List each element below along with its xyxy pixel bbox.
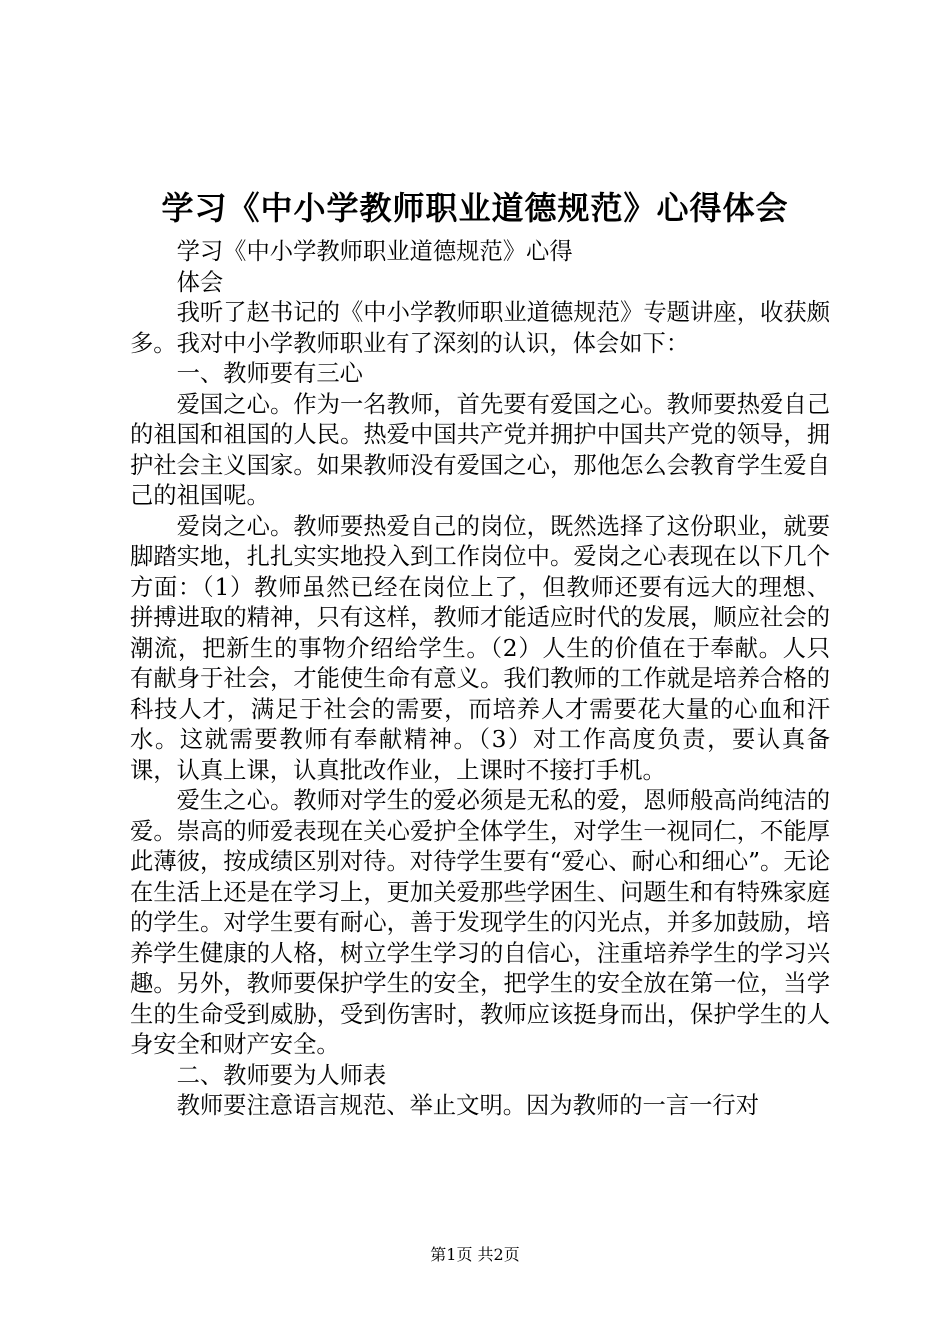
paragraph-patriotism: 爱国之心。作为一名教师，首先要有爱国之心。教师要热爱自己的祖国和祖国的人民。热爱中国共产党并拥护中国共产党的领导，拥护社会主义国家。如果教师没有爱国之心，那他怎么会教育学生爱自己的祖国呢。: [130, 390, 830, 509]
paragraph-intro: 我听了赵书记的《中小学教师职业道德规范》专题讲座，收获颇多。我对中小学教师职业有了深刻的认识，体会如下：: [130, 299, 830, 357]
paragraph-role-model: 教师要注意语言规范、举止文明。因为教师的一言一行对: [176, 1092, 760, 1119]
document-title: 学习《中小学教师职业道德规范》心得体会: [161, 189, 789, 227]
section-heading-2: 二、教师要为人师表: [176, 1061, 387, 1089]
section-heading-1: 一、教师要有三心: [176, 360, 363, 387]
paragraph-love-of-post: 爱岗之心。教师要热爱自己的岗位，既然选择了这份职业，就要脚踏实地，扎扎实实地投入到工作岗位中。爱岗之心表现在以下几个方面：（1）教师虽然已经在岗位上了，但教师还要有远大的理想、拼搏进取的精神，只有这样，教师才能适应时代的发展，顺应社会的潮流，把新生的事物介绍给学生。（2）人生的价值在于奉献。人只有献身于社会，才能使生命有意义。我们教师的工作就是培养合格的科技人才，满足于社会的需要，而培养人才需要花大量的心血和汗水。这就需要教师有奉献精神。（3）对工作高度负责，要认真备课，认真上课，认真批改作业，上课时不接打手机。: [130, 512, 830, 784]
page-footer: 第1页 共2页: [430, 1245, 520, 1264]
paragraph-love-of-students: 爱生之心。教师对学生的爱必须是无私的爱，恩师般高尚纯洁的爱。崇高的师爱表现在关心爱护全体学生，对学生一视同仁，不能厚此薄彼，按成绩区别对待。对待学生要有“爱心、耐心和细心”。无论在生活上还是在学习上，更加关爱那些学困生、问题生和有特殊家庭的学生。对学生要有耐心，善于发现学生的闪光点，并多加鼓励，培养学生健康的人格，树立学生学习的自信心，注重培养学生的学习兴趣。另外，教师要保护学生的安全，把学生的安全放在第一位，当学生的生命受到威胁，受到伤害时，教师应该挺身而出，保护学生的人身安全和财产安全。: [130, 787, 830, 1058]
document-body: [130, 237, 830, 1122]
subtitle-line-1: 学习《中小学教师职业道德规范》心得: [176, 238, 573, 265]
subtitle-line-2: 体会: [176, 268, 224, 296]
